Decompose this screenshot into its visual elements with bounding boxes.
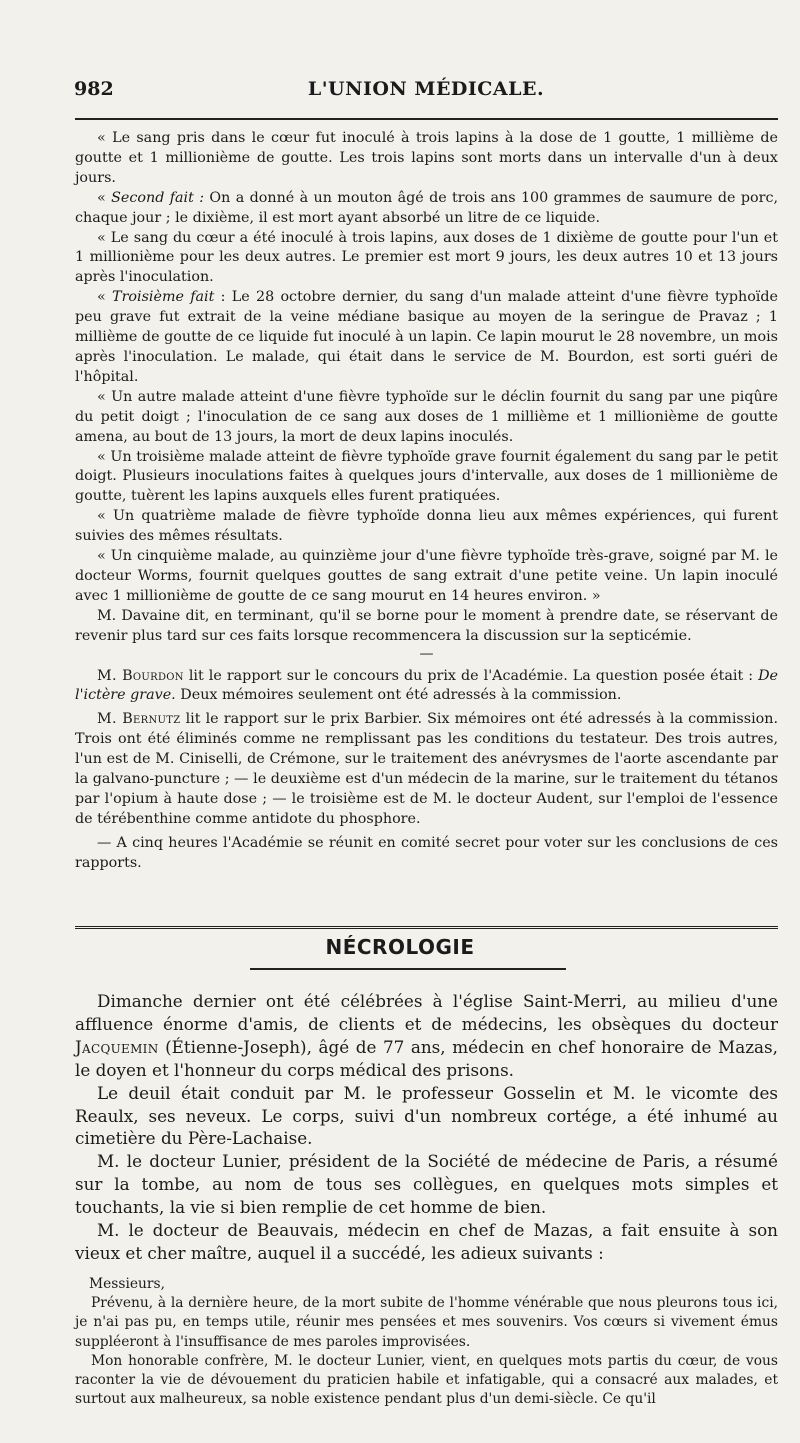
paragraph-text: Dimanche dernier ont été célébrées à l'église Saint-Merri, au milieu d'une affluence énorme d'amis, de clients et de médecins, les obsèques du docteur xyxy=(75,991,778,1034)
report-text: lit le rapport sur le prix Barbier. Six mémoires ont été adressés à la commission. Trois ont été éliminés comme ne remplissant pas les conditions du testateur. Des trois autres, l'un est de M. Ciniselli, de Crémone, sur le traitement des anévrysmes de l'aorte ascendante par la galvano-puncture ; — le deuxième est d'un médecin de la marine, sur le traitement du tétanos par l'opium à haute dose ; — le troisième est de M. le docteur Audent, sur l'emploi de l'essence de térébenthine comme antidote du phosphore. xyxy=(75,711,779,827)
necrology-block xyxy=(75,990,778,1265)
paragraph-lead: « Troisième fait : xyxy=(97,289,226,306)
paragraph: « Un autre malade atteint d'une fièvre typhoïde sur le déclin fournit du sang par une piqûre du petit doigt ; l'inoculation de ce sang aux doses de 1 millième et 1 millionième de goutte amena, au bout de 13 jours, la mort de deux lapins inoculés. xyxy=(75,388,778,445)
prize-question: De l'ictère grave. xyxy=(75,667,779,704)
paragraph-text: (Étienne-Joseph), âgé de 77 ans, médecin en chef honoraire de Mazas, le doyen et l'honneur du corps médical des prisons. xyxy=(75,1036,778,1080)
journal-title: L'UNION MÉDICALE. xyxy=(307,78,545,100)
paragraph: « Un cinquième malade, au quinzième jour d'une fièvre typhoïde très-grave, soigné par M. le docteur Worms, fournit quelques gouttes de sang extrait d'une petite veine. Un lapin inoculé avec 1 millionième de goutte de ce sang mourut en 14 heures environ. » xyxy=(75,548,778,604)
upper-text-block xyxy=(75,129,778,874)
report-bernutz xyxy=(75,710,778,829)
paragraph-rest: On a donné à un mouton âgé de trois ans 100 grammes de saumure de porc, chaque jour ; le dixième, il est mort ayant absorbé un litre de ce liquide. xyxy=(75,189,779,226)
deceased-name: Jacquemin xyxy=(75,1036,159,1057)
report-bourdon xyxy=(75,667,778,707)
header-rule xyxy=(75,118,778,120)
speaker-name: M. Bourdon xyxy=(97,667,184,684)
section-rule xyxy=(75,926,778,929)
section-title-rule xyxy=(250,968,566,970)
speech-block xyxy=(75,1275,778,1409)
section-title: NÉCROLOGIE xyxy=(325,935,475,959)
paragraph: Prévenu, à la dernière heure, de la mort subite de l'homme vénérable que nous pleurons tous ici, je n'ai pas pu, en temps utile, réunir mes pensées et mes souvenirs. Vos cœurs si vivement émus suppléeront à l'insuffisance de mes paroles improvisées. xyxy=(75,1295,778,1350)
page-number: 982 xyxy=(74,78,114,100)
paragraph xyxy=(75,288,778,388)
paragraph xyxy=(75,990,778,1082)
paragraph: « Un quatrième malade de fièvre typhoïde donna lieu aux mêmes expériences, qui furent suivies des mêmes résultats. xyxy=(75,508,778,545)
paragraph: « Le sang pris dans le cœur fut inoculé à trois lapins à la dose de 1 goutte, 1 millième de goutte et 1 millionième de goutte. Les trois lapins sont morts dans un intervalle d'un à deux jours. xyxy=(75,130,778,186)
paragraph: M. le docteur de Beauvais, médecin en chef de Mazas, a fait ensuite à son vieux et cher maître, auquel il a succédé, les adieux suivants : xyxy=(75,1220,778,1263)
paragraph: Le deuil était conduit par M. le professeur Gosselin et M. le vicomte des Reaulx, ses neveux. Le corps, suivi d'un nombreux cortége, a été inhumé au cimetière du Père-Lachaise. xyxy=(75,1082,778,1149)
report-tail: Deux mémoires seulement ont été adressés à la commission. xyxy=(175,687,622,704)
report-text: lit le rapport sur le concours du prix de l'Académie. La question posée était : xyxy=(183,667,759,684)
paragraph: Mon honorable confrère, M. le docteur Lunier, vient, en quelques mots partis du cœur, de vous raconter la vie de dévouement du praticien habile et infatigable, qui a consacré aux malades, et surtout aux malheureux, sa noble existence pendant plus d'un demi-siècle. Ce qu'il xyxy=(75,1352,778,1408)
running-header xyxy=(74,78,778,108)
paragraph: « Un troisième malade atteint de fièvre typhoïde grave fournit également du sang par le petit doigt. Plusieurs inoculations faites à quelques jours d'intervalle, aux doses de 1 millionième de goutte, tuèrent les lapins auxquels elles furent pratiquées. xyxy=(75,448,778,505)
separator-dash: — xyxy=(419,645,434,662)
paragraph-rest: Le 28 octobre dernier, du sang d'un malade atteint d'une fièvre typhoïde peu grave fut extrait de la veine médiane basique au moyen de la seringue de Pravaz ; 1 millième de goutte de ce liquide fut inoculé à un lapin. Ce lapin mourut le 28 novembre, un mois après l'inoculation. Le malade, qui était dans le service de M. Bourdon, est sorti guéri de l'hôpital. xyxy=(75,289,778,385)
paragraph xyxy=(75,189,778,229)
closing-note: — A cinq heures l'Académie se réunit en comité secret pour voter sur les conclusions de ces rapports. xyxy=(75,834,778,871)
paragraph: « Le sang du cœur a été inoculé à trois lapins, aux doses de 1 dixième de goutte pour l'un et 1 millionième pour les deux autres. Le premier est mort 9 jours, les deux autres 10 et 13 jours après l'inoculation. xyxy=(75,229,778,286)
paragraph: M. le docteur Lunier, président de la Société de médecine de Paris, a résumé sur la tombe, au nom de tous ses collègues, en quelques mots simples et touchants, la vie si bien remplie de cet homme de bien. xyxy=(75,1151,778,1218)
paragraph: M. Davaine dit, en terminant, qu'il se borne pour le moment à prendre date, se réservant de revenir plus tard sur ces faits lorsque recommencera la discussion sur la septicémie. xyxy=(75,607,778,644)
speaker-name: M. Bernutz xyxy=(97,711,181,728)
paragraph-lead: « Second fait : xyxy=(97,189,205,206)
speech-salutation: Messieurs, xyxy=(89,1276,165,1292)
